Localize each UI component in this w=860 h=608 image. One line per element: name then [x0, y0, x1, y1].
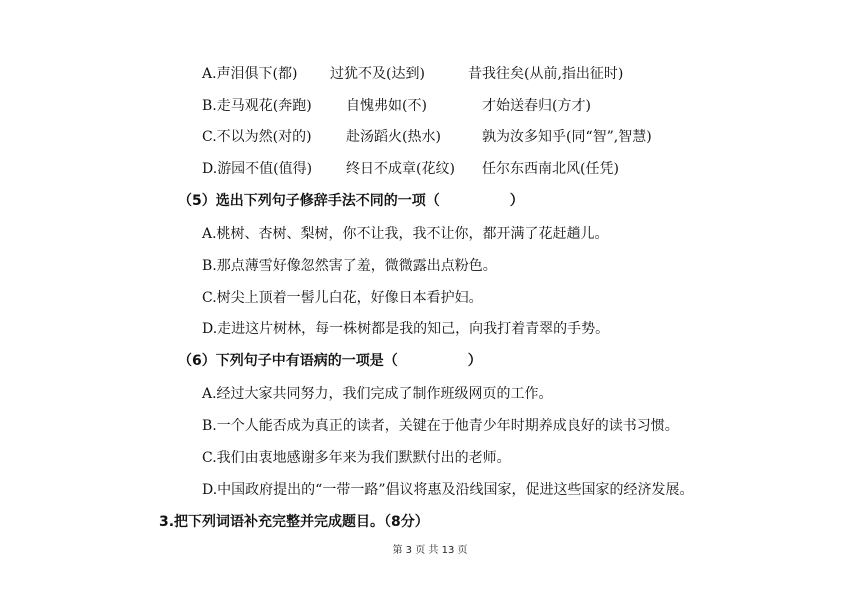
q4-option-d-col2: 终日不成章(花纹) [346, 161, 455, 177]
q4-option-a [202, 65, 722, 83]
q6-option-a: A.经过大家共同努力，我们完成了制作班级网页的工作。 [202, 386, 553, 402]
q4-option-b [202, 97, 722, 115]
q4-option-b-col2: 自愧弗如(不) [346, 98, 427, 114]
q4-option-b-col3: 才始送春归(方才) [482, 98, 591, 114]
q4-option-c-col2: 赴汤蹈火(热水) [346, 129, 441, 145]
q5-option-d: D.走进这片树林，每一株树都是我的知己，向我打着青翠的手势。 [202, 321, 610, 337]
q4-option-c [202, 128, 722, 146]
q4-option-d-col1: D.游园不值(值得) [202, 161, 313, 177]
q6-stem-text: （6）下列句子中有语病的一项是（ [178, 353, 398, 369]
q5-stem [178, 192, 524, 210]
q6-option-d: D.中国政府提出的“一带一路”倡议将惠及沿线国家，促进这些国家的经济发展。 [202, 482, 694, 498]
section3-title: 3.把下列词语补充完整并完成题目。（8分） [159, 514, 429, 530]
q4-option-a-col1: A.声泪俱下(都) [202, 66, 298, 82]
q4-option-a-col3: 昔我往矣(从前,指出征时) [468, 66, 624, 82]
q5-option-c: C.树尖上顶着一髻儿白花，好像日本看护妇。 [202, 290, 483, 306]
q6-option-c: C.我们由衷地感谢多年来为我们默默付出的老师。 [202, 450, 511, 466]
q5-stem-close: ） [509, 193, 524, 209]
q4-option-d [202, 160, 722, 178]
q4-option-c-col1: C.不以为然(对的) [202, 129, 312, 145]
page-footer: 第 3 页 共 13 页 [392, 545, 468, 556]
q6-stem-close: ） [467, 353, 482, 369]
q4-option-b-col1: B.走马观花(奔跑) [202, 98, 312, 114]
q5-option-a: A.桃树、杏树、梨树，你不让我，我不让你，都开满了花赶趟儿。 [202, 226, 609, 242]
q4-option-d-col3: 任尔东西南北风(任凭) [482, 161, 619, 177]
q6-option-b: B.一个人能否成为真正的读者，关键在于他青少年时期养成良好的读书习惯。 [202, 418, 679, 434]
q5-option-b: B.那点薄雪好像忽然害了羞，微微露出点粉色。 [202, 258, 497, 274]
q4-option-c-col3: 孰为汝多知乎(同“智”,智慧) [482, 129, 652, 145]
q5-stem-text: （5）选出下列句子修辞手法不同的一项（ [178, 193, 440, 209]
q6-stem [178, 352, 482, 370]
q4-option-a-col2: 过犹不及(达到) [330, 66, 425, 82]
